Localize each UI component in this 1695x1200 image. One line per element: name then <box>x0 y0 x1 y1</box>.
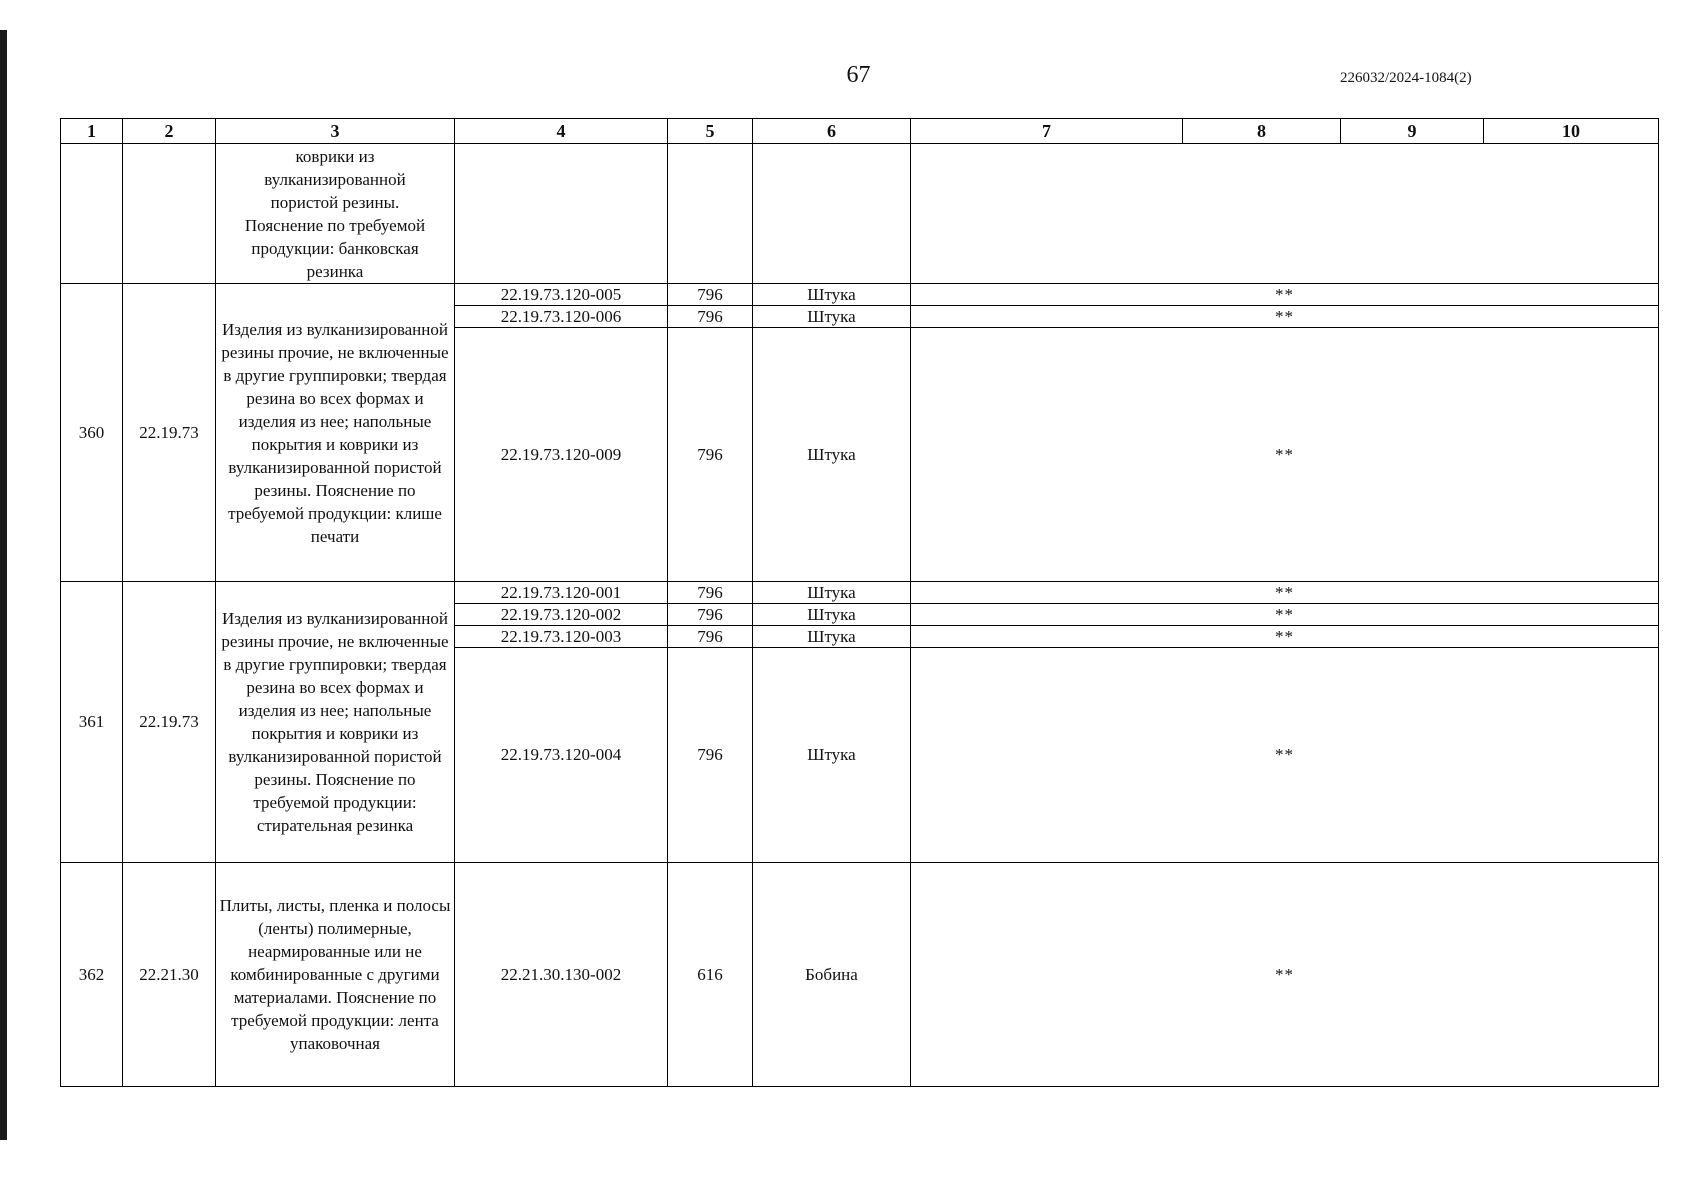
col-header: 10 <box>1484 119 1659 144</box>
col-header: 6 <box>753 119 911 144</box>
cell-merged-values: ** <box>911 626 1659 648</box>
col-header: 1 <box>61 119 123 144</box>
cell-okei: 796 <box>668 582 753 604</box>
cell-unit: Бобина <box>753 863 911 1087</box>
cell-merged-values <box>911 144 1659 284</box>
cell-okei: 796 <box>668 284 753 306</box>
col-header: 5 <box>668 119 753 144</box>
col-header: 7 <box>911 119 1183 144</box>
cell-description: Изделия из вулканизированной резины прочие, не включенные в другие группировки; твердая резина во всех формах и изделия из нее; напольные покрытия и коврики из вулканизированной пористой резины. Пояснение по требуемой продукции: стирательная резинка <box>216 582 455 863</box>
cell-okpd: 22.19.73 <box>123 284 216 582</box>
col-header: 9 <box>1341 119 1484 144</box>
cell-okei <box>668 144 753 284</box>
cell-merged-values: ** <box>911 648 1659 863</box>
col-header: 2 <box>123 119 216 144</box>
col-header: 8 <box>1183 119 1341 144</box>
table-row <box>61 144 1659 284</box>
cell-okei: 796 <box>668 604 753 626</box>
cell-code: 22.19.73.120-003 <box>455 626 668 648</box>
cell-unit <box>753 144 911 284</box>
cell-okei: 616 <box>668 863 753 1087</box>
cell-no: 362 <box>61 863 123 1087</box>
cell-merged-values: ** <box>911 604 1659 626</box>
col-header: 4 <box>455 119 668 144</box>
page-number: 67 <box>846 62 871 88</box>
cell-code: 22.21.30.130-002 <box>455 863 668 1087</box>
cell-merged-values: ** <box>911 306 1659 328</box>
col-header: 3 <box>216 119 455 144</box>
cell-code: 22.19.73.120-005 <box>455 284 668 306</box>
cell-unit: Штука <box>753 328 911 582</box>
document-number: 226032/2024-1084(2) <box>1340 70 1472 86</box>
table-row <box>61 284 1659 306</box>
cell-merged-values: ** <box>911 328 1659 582</box>
cell-code: 22.19.73.120-009 <box>455 328 668 582</box>
column-number-row <box>61 119 1659 144</box>
cell-okei: 796 <box>668 626 753 648</box>
specification-table <box>60 118 1659 1087</box>
cell-code <box>455 144 668 284</box>
cell-no: 360 <box>61 284 123 582</box>
cell-code: 22.19.73.120-001 <box>455 582 668 604</box>
cell-okpd: 22.21.30 <box>123 863 216 1087</box>
cell-code: 22.19.73.120-004 <box>455 648 668 863</box>
cell-merged-values: ** <box>911 863 1659 1087</box>
table-row <box>61 863 1659 1087</box>
cell-no: 361 <box>61 582 123 863</box>
cell-code: 22.19.73.120-006 <box>455 306 668 328</box>
cell-no <box>61 144 123 284</box>
cell-okei: 796 <box>668 648 753 863</box>
cell-merged-values: ** <box>911 582 1659 604</box>
cell-merged-values: ** <box>911 284 1659 306</box>
cell-okpd: 22.19.73 <box>123 582 216 863</box>
cell-unit: Штука <box>753 306 911 328</box>
table-row <box>61 582 1659 604</box>
cell-description: Изделия из вулканизированной резины прочие, не включенные в другие группировки; твердая резина во всех формах и изделия из нее; напольные покрытия и коврики из вулканизированной пористой резины. Пояснение по требуемой продукции: клише печати <box>216 284 455 582</box>
cell-okei: 796 <box>668 328 753 582</box>
cell-okpd <box>123 144 216 284</box>
cell-unit: Штука <box>753 284 911 306</box>
cell-okei: 796 <box>668 306 753 328</box>
cell-description: Плиты, листы, пленка и полосы (ленты) полимерные, неармированные или не комбинированные с другими материалами. Пояснение по требуемой продукции: лента упаковочная <box>216 863 455 1087</box>
scan-edge <box>0 30 7 1140</box>
cell-unit: Штука <box>753 582 911 604</box>
cell-code: 22.19.73.120-002 <box>455 604 668 626</box>
cell-unit: Штука <box>753 604 911 626</box>
cell-description: коврики из вулканизированной пористой резины. Пояснение по требуемой продукции: банковская резинка <box>216 144 455 284</box>
cell-unit: Штука <box>753 648 911 863</box>
cell-unit: Штука <box>753 626 911 648</box>
